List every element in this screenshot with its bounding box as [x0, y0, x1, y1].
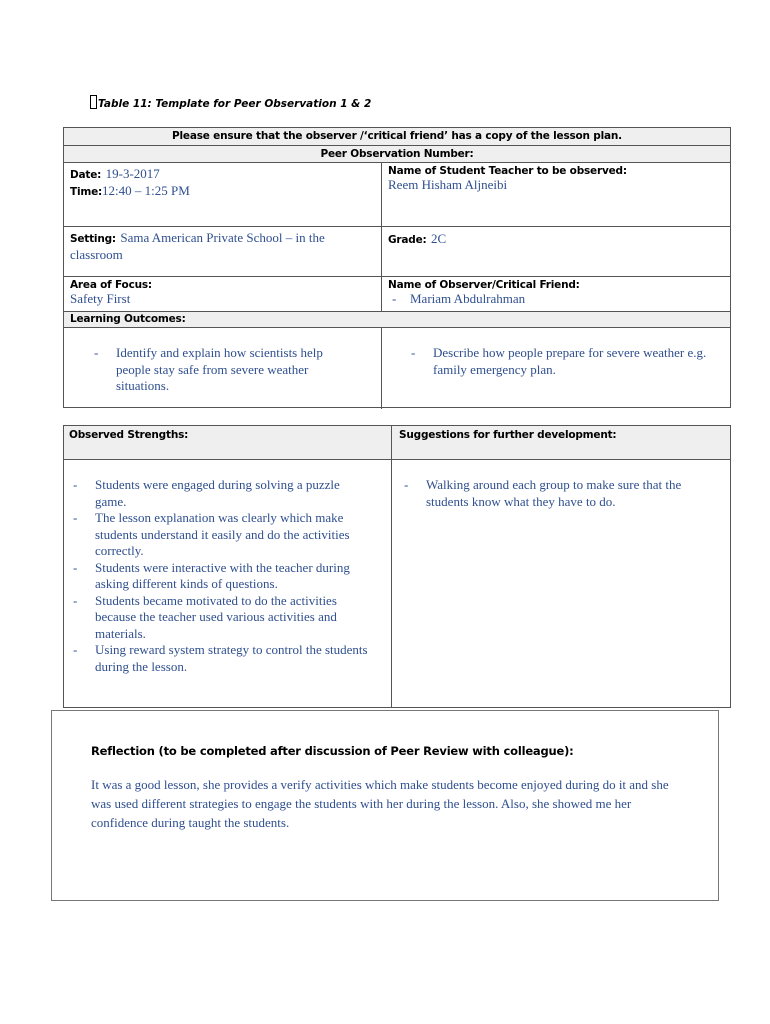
instruction-text: Please ensure that the observer /‘critical friend’ has a copy of the lesson plan. — [172, 130, 622, 142]
outcome-right-list — [411, 345, 721, 378]
focus-field — [70, 279, 152, 307]
strengths-suggestions-table — [63, 425, 731, 708]
caption-text: Table 11: Template for Peer Observation 1 & 2 — [98, 98, 372, 110]
suggestion-item: - Walking around each group to make sure that the students know what they have to do. — [404, 477, 704, 510]
strengths-list — [73, 477, 373, 675]
time-value: 12:40 – 1:25 PM — [102, 183, 190, 198]
reflection-label: Reflection (to be completed after discussion of Peer Review with colleague): — [91, 744, 574, 758]
focus-value: Safety First — [70, 291, 131, 306]
peer-observation-number-row — [64, 145, 730, 162]
strength-item: - Using reward system strategy to control the students during the lesson. — [73, 642, 373, 675]
observer-field — [388, 279, 580, 307]
observer-value-line — [388, 291, 580, 307]
strengths-label: Observed Strengths: — [69, 429, 189, 441]
focus-observer-row — [64, 276, 730, 311]
column-divider — [381, 162, 382, 311]
instruction-row — [64, 128, 730, 145]
grade-label: Grade: — [388, 234, 427, 246]
peer-observation-number-label: Peer Observation Number: — [320, 148, 474, 160]
reflection-box — [51, 710, 719, 901]
column-divider — [391, 426, 392, 707]
outcome-left-list — [94, 345, 342, 395]
suggestions-list — [404, 477, 704, 510]
strength-item: - Students were engaged during solving a puzzle game. — [73, 477, 373, 510]
table-caption — [90, 95, 371, 110]
student-teacher-label: Name of Student Teacher to be observed: — [388, 165, 627, 177]
setting-field — [70, 230, 350, 263]
student-teacher-value: Reem Hisham Aljneibi — [388, 177, 508, 192]
dash-bullet: - — [392, 291, 397, 306]
grade-field — [388, 230, 446, 248]
date-field — [70, 165, 160, 183]
grade-value: 2C — [430, 231, 447, 246]
learning-outcomes-label: Learning Outcomes: — [70, 313, 186, 325]
setting-value: Sama American Private School – in the classroom — [70, 230, 325, 262]
peer-observation-table — [63, 127, 731, 408]
outcome-right-item: - Describe how people prepare for severe weather e.g. family emergency plan. — [411, 345, 721, 378]
observer-label: Name of Observer/Critical Friend: — [388, 279, 580, 291]
learning-outcomes-row — [64, 311, 730, 327]
time-label: Time: — [70, 186, 103, 198]
strength-item: - Students became motivated to do the activities because the teacher used various activities and materials. — [73, 593, 373, 643]
setting-grade-row — [64, 226, 730, 276]
reflection-text: It was a good lesson, she provides a verify activities which make students become enjoyed during do it and she was used different strategies to engage the students with her during the lesson. Also, she showed me her confidence during taught the students. — [91, 777, 669, 830]
outcome-left-item: - Identify and explain how scientists help people stay safe from severe weather situations. — [94, 345, 342, 395]
placeholder-box-icon — [90, 95, 97, 109]
suggestions-label: Suggestions for further development: — [399, 429, 617, 441]
strength-item: - Students were interactive with the teacher during asking different kinds of questions. — [73, 560, 373, 593]
setting-label: Setting: — [70, 233, 116, 245]
date-time-row — [64, 162, 730, 226]
table-header-row — [64, 426, 730, 460]
date-value: 19-3-2017 — [105, 166, 160, 181]
observer-value: Mariam Abdulrahman — [410, 291, 526, 306]
outcomes-row — [64, 327, 730, 409]
time-field — [70, 182, 190, 200]
focus-label: Area of Focus: — [70, 279, 152, 291]
strength-item: - The lesson explanation was clearly which make students understand it easily and do the activities correctly. — [73, 510, 373, 560]
date-label: Date: — [70, 169, 102, 181]
student-teacher-field — [388, 165, 627, 193]
column-divider — [381, 327, 382, 409]
